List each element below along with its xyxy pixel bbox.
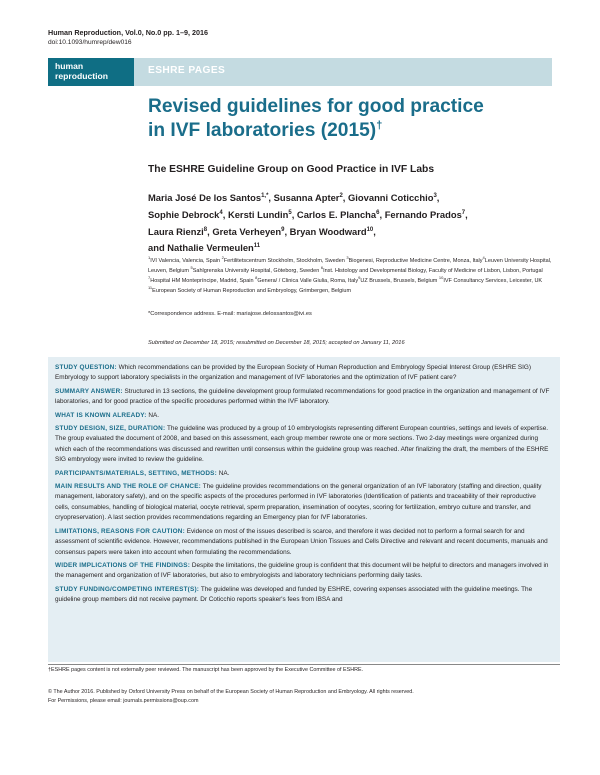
abstract-section	[55, 585, 552, 606]
section-label: ESHRE PAGES	[148, 65, 226, 76]
abstract-heading: STUDY QUESTION:	[55, 364, 117, 371]
title-line-2: in IVF laboratories (2015)†	[148, 119, 383, 141]
author-name: Maria José De los Santos	[148, 192, 262, 203]
affiliation-mark: 1	[148, 255, 151, 261]
author-separator: ,	[465, 208, 468, 220]
author-affil-mark: 9	[281, 226, 285, 233]
abstract-text: Evidence on most of the issues described is scarce, and therefore it was decided not to perform a formal search for and assessment of scientific evidence. However, recommendations published in the European Union Tissues and Cells Directive and relevant and recent documents, manuals and consensus papers were taken into account when formulating the recommendations.	[55, 527, 548, 556]
author-affil-mark: 1,*	[261, 192, 269, 199]
author-name: Carlos E. Plancha	[296, 208, 377, 220]
author-name: Laura Rienzi	[148, 225, 204, 237]
affiliation-mark: 3	[346, 255, 349, 261]
logo-line-2: reproduction	[55, 70, 108, 81]
footnote: †ESHRE pages content is not externally peer reviewed. The manuscript has been approved by the Executive Committee of ESHRE.	[48, 667, 364, 673]
affiliation-mark: 2	[221, 255, 224, 261]
author-separator: ,	[379, 208, 385, 220]
abstract-text: Which recommendations can be provided by the European Society of Human Reproduction and Embryology Special Interest Group (ESHRE SIG) Embryology to support laboratory specialists in the organization and management of IVF laboratories and the optimization of IVF patient care?	[55, 364, 532, 382]
affiliation: European Society of Human Reproduction and Embryology, Grimbergen, Belgium	[152, 287, 352, 294]
author-affil-mark: 5	[288, 209, 292, 216]
author-affil-mark: 4	[219, 209, 223, 216]
submission-dates: Submitted on December 18, 2015; resubmitted on December 18, 2015; accepted on January 11, 2016	[148, 340, 405, 346]
abstract-text: The guideline was produced by a group of 10 embryologists representing different European countries, settings and levels of expertise. The group evaluated the document of 2008, and based on this assessment, each group member rewrote one or more sections. Two 2-day meetings were organized during which each of the recommendations was discussed and rewritten until consensus within the guideline group was reached. After finalizing the draft, the members of the ESHRE SIG embryology were invited to review the guideline.	[55, 425, 549, 464]
affiliation: UZ Brussels, Brussels, Belgium	[360, 277, 439, 284]
abstract-section	[55, 561, 552, 582]
footnote-divider	[48, 664, 560, 665]
affiliation-mark: 7	[148, 274, 151, 280]
author-separator: ,	[342, 192, 349, 203]
correspondence: *Correspondence address. E-mail: mariajose.delossantos@ivi.es	[148, 311, 312, 317]
abstract-section	[55, 482, 552, 524]
author-name: Greta Verheyen	[212, 225, 282, 237]
abstract-section	[55, 424, 552, 466]
author-affil-mark: 7	[461, 209, 466, 216]
abstract-section	[55, 469, 552, 479]
abstract-section	[55, 527, 552, 558]
author-affil-mark: 3	[433, 192, 437, 199]
abstract-heading: WIDER IMPLICATIONS OF THE FINDINGS:	[55, 561, 191, 569]
affiliation: Hospital HM Montepríncipe, Madrid, Spain	[150, 277, 256, 284]
affiliation-mark: 8	[255, 274, 258, 280]
affiliation-mark: 10	[438, 274, 444, 280]
affiliation: Fertilitetscentrum Stockholm, Stockholm, Sweden	[223, 258, 347, 264]
author-name: and Nathalie Vermeulen	[148, 242, 254, 254]
abstract-section	[55, 363, 552, 384]
author-name: Fernando Prados	[384, 208, 462, 220]
author-separator: ,	[291, 208, 297, 220]
abstract-text: NA.	[218, 469, 230, 477]
abstract-box	[48, 357, 560, 662]
affiliations	[148, 257, 556, 297]
journal-logo	[48, 58, 134, 86]
affiliation: Sahlgrenska University Hospital, Göteborg, Sweden	[192, 267, 321, 274]
permissions-line: For Permissions, please email: journals.permissions@oup.com	[48, 698, 199, 704]
affiliation: IVI Valencia, Valencia, Spain	[150, 258, 222, 264]
author-affil-mark: 11	[253, 243, 261, 250]
abstract-text: The guideline was developed and funded by ESHRE, covering expenses associated with the guideline meetings. The guideline group members did not receive payment. Dr Coticchio reports speaker's fees from IBSA and	[55, 585, 533, 604]
author-name: Susanna Apter	[273, 192, 340, 203]
author-affil-mark: 10	[366, 226, 374, 233]
abstract-text: Despite the limitations, the guideline group is confident that this document will be helpful to directors and managers involved in the management and organization of IVF laboratories, but also to embryologists and laboratory technicians performing daily tasks.	[55, 561, 549, 580]
affiliation-mark: 6	[320, 265, 324, 271]
abstract-section	[55, 411, 552, 421]
author-affil-mark: 6	[376, 209, 380, 216]
abstract-heading: STUDY DESIGN, SIZE, DURATION:	[55, 425, 166, 433]
abstract-heading: LIMITATIONS, REASONS FOR CAUTION:	[55, 527, 185, 535]
copyright	[48, 688, 548, 706]
group-name: The ESHRE Guideline Group on Good Practice in IVF Labs	[148, 164, 435, 175]
author-separator: ,	[222, 208, 228, 220]
logo-line-1: human	[55, 61, 84, 71]
author-separator: ,	[207, 225, 213, 237]
abstract-text: Structured in 13 sections, the guideline development group formulated recommendations for good practice in the organization and management of IVF laboratories, and for good practice of the specific procedures performed within the IVF laboratory.	[55, 387, 550, 406]
affiliation: Inst. Histology and Developmental Biology, Faculty of Medicine of Lisbon, Lisbon, Portugal	[323, 267, 543, 274]
author-name: Kersti Lundin	[227, 208, 289, 220]
author-name: Giovanni Coticchio	[348, 192, 434, 203]
author-affil-mark: 2	[339, 192, 343, 199]
author-list	[148, 190, 568, 257]
affiliation: Genera/ / Clinica Valle Giulia, Roma, Italy	[257, 277, 359, 284]
author-separator: ,	[373, 225, 376, 237]
affiliation-mark: 9	[358, 274, 361, 280]
affiliation: IVF Consultancy Services, Leicester, UK	[443, 277, 543, 284]
author-separator: ,	[268, 192, 274, 203]
author-separator: ,	[284, 225, 290, 237]
title-dagger: †	[376, 119, 383, 132]
abstract-heading: SUMMARY ANSWER:	[55, 387, 123, 395]
abstract-heading: STUDY FUNDING/COMPETING INTEREST(S):	[55, 585, 200, 593]
author-name: Bryan Woodward	[289, 225, 367, 237]
abstract-text: The guideline provides recommendations on the general organization of an IVF laboratory (staffing and direction, quality management, laboratory safety), and on the specific aspects of the procedures performed in IVF laboratories (Identification of patients and traceability of their reproductive cells, consumables, handling of biological material, oocyte retrieval, sperm preparation, insemination of oocytes, scoring for fertilization, embryo culture and transfer, and cryopreservation). A last section provides recommendations regarding an Emergency plan for IVF laboratories.	[55, 483, 542, 522]
article-title	[148, 95, 548, 142]
author-affil-mark: 8	[203, 226, 208, 233]
abstract-text: NA.	[148, 411, 160, 419]
journal-citation: Human Reproduction, Vol.0, No.0 pp. 1–9, 2016	[48, 28, 209, 37]
abstract-heading: WHAT IS KNOWN ALREADY:	[55, 411, 147, 419]
author-separator: ,	[436, 192, 440, 203]
affiliation-mark: 5	[190, 265, 193, 271]
doi: doi:10.1093/humrep/dew016	[48, 39, 132, 46]
affiliation-mark: 11	[148, 284, 153, 290]
author-name: Sophie Debrock	[148, 208, 220, 220]
affiliation: Leuven University Hospital, Leuven, Belgium	[148, 258, 552, 274]
abstract-heading: MAIN RESULTS AND THE ROLE OF CHANCE:	[55, 483, 202, 491]
abstract-section	[55, 387, 552, 408]
abstract-heading: PARTICIPANTS/MATERIALS, SETTING, METHODS:	[55, 469, 217, 477]
affiliation-mark: 4	[482, 255, 485, 261]
title-line-1: Revised guidelines for good practice	[148, 96, 484, 117]
affiliation: Biogenesi, Reproductive Medicine Centre, Monza, Italy	[348, 258, 483, 264]
copyright-line: © The Author 2016. Published by Oxford University Press on behalf of the European Society of Human Reproduction and Embryology. All rights reserved.	[48, 689, 414, 695]
